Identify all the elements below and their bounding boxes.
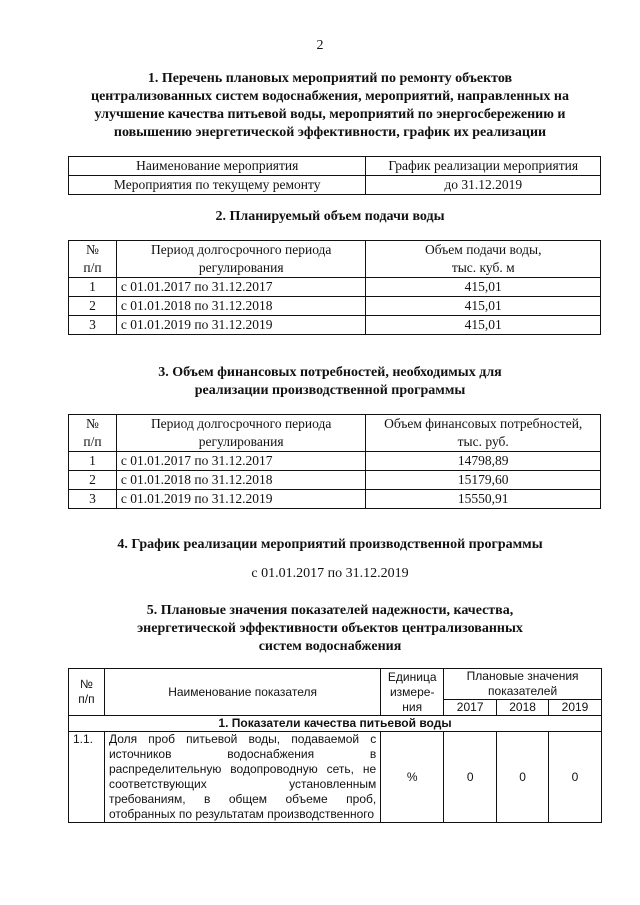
row-period: с 01.01.2018 по 31.12.2018 <box>116 471 366 490</box>
section3-title <box>60 364 600 400</box>
event-schedule: до 31.12.2019 <box>366 176 601 195</box>
header-text: п/п <box>83 434 102 449</box>
table-row <box>69 452 601 471</box>
indicator-text-line: источников водоснабжения в <box>108 747 377 761</box>
table-row <box>69 176 601 195</box>
section1-title-line: 1. Перечень плановых мероприятий по ремонту объектов <box>147 71 513 86</box>
section4-period: с 01.01.2017 по 31.12.2019 <box>251 566 409 581</box>
row-num: 3 <box>69 316 117 335</box>
header-text: Единица <box>387 669 437 684</box>
header-text: Объем финансовых потребностей, <box>384 416 583 431</box>
header-indicator-name: Наименование показателя <box>104 669 380 716</box>
events-table <box>68 156 601 195</box>
header-text: № <box>86 242 99 257</box>
row-period: с 01.01.2019 по 31.12.2019 <box>116 316 366 335</box>
indicator-text-line: требованиям, в общем объеме проб, <box>108 792 377 806</box>
section5-title-line: энергетической эффективности объектов централизованных <box>137 621 523 636</box>
header-year: 2018 <box>497 700 549 716</box>
header-num <box>69 669 105 716</box>
table-row <box>69 732 602 823</box>
table-row <box>69 316 601 335</box>
row-value: 15550,91 <box>366 490 601 509</box>
section5-title-line: 5. Плановые значения показателей надежности, качества, <box>146 603 514 618</box>
row-unit: % <box>381 732 444 823</box>
row-value: 15179,60 <box>366 471 601 490</box>
header-year: 2017 <box>444 700 497 716</box>
event-name: Мероприятия по текущему ремонту <box>69 176 366 195</box>
section5-title <box>60 602 600 656</box>
header-period <box>116 241 366 278</box>
header-num <box>69 241 117 278</box>
table-row <box>69 471 601 490</box>
indicator-text-line: соответствующих установленным <box>108 777 377 791</box>
section1-title-line: улучшение качества питьевой воды, мероприятий по энергосбережению и <box>94 107 566 122</box>
section3-title-line: реализации производственной программы <box>194 383 466 398</box>
header-text: тыс. куб. м <box>451 260 515 275</box>
row-indicator-name <box>104 732 380 823</box>
table-row <box>69 297 601 316</box>
header-text: ния <box>402 699 423 714</box>
table-row <box>69 490 601 509</box>
section5-title-line: систем водоснабжения <box>258 639 402 654</box>
header-text: Период долгосрочного периода <box>150 242 332 257</box>
page-number: 2 <box>316 38 324 53</box>
section1-title-line: централизованных систем водоснабжения, мероприятий, направленных на <box>91 89 569 104</box>
indicator-text-line: распределительную водопроводную сеть, не <box>108 762 377 776</box>
table-header-row <box>69 669 602 700</box>
row-value: 415,01 <box>366 278 601 297</box>
header-text: показателей <box>488 684 558 698</box>
row-num: 3 <box>69 490 117 509</box>
financial-needs-table <box>68 414 601 509</box>
header-text: № <box>80 677 93 691</box>
row-num: 2 <box>69 471 117 490</box>
row-num: 1.1. <box>69 732 105 823</box>
section3-title-line: 3. Объем финансовых потребностей, необходимых для <box>158 365 502 380</box>
indicator-text-line: Доля проб питьевой воды, подаваемой с <box>108 732 377 746</box>
row-period: с 01.01.2018 по 31.12.2018 <box>116 297 366 316</box>
header-text: № <box>86 416 99 431</box>
header-text: п/п <box>83 260 102 275</box>
row-value: 415,01 <box>366 297 601 316</box>
header-text: п/п <box>78 692 95 706</box>
row-value: 14798,89 <box>366 452 601 471</box>
header-year: 2019 <box>549 700 602 716</box>
header-text: измере- <box>389 684 435 699</box>
header-planned-values <box>444 669 602 700</box>
header-schedule: График реализации мероприятия <box>366 157 601 176</box>
header-text: регулирования <box>198 260 284 275</box>
row-num: 2 <box>69 297 117 316</box>
table-header-row <box>69 241 601 278</box>
water-supply-table <box>68 240 601 335</box>
table-group-row <box>69 716 602 732</box>
row-period: с 01.01.2017 по 31.12.2017 <box>116 278 366 297</box>
table-header-row <box>69 415 601 452</box>
header-text: Плановые значения <box>466 669 579 683</box>
header-financial <box>366 415 601 452</box>
indicators-table <box>68 668 602 823</box>
row-period: с 01.01.2017 по 31.12.2017 <box>116 452 366 471</box>
header-text: регулирования <box>198 434 284 449</box>
header-event-name: Наименование мероприятия <box>69 157 366 176</box>
section4-title: 4. График реализации мероприятий производственной программы <box>117 537 543 552</box>
header-num <box>69 415 117 452</box>
table-header-row <box>69 157 601 176</box>
indicator-text-line: отобранных по результатам производственного <box>108 807 375 821</box>
header-period <box>116 415 366 452</box>
row-period: с 01.01.2019 по 31.12.2019 <box>116 490 366 509</box>
row-num: 1 <box>69 278 117 297</box>
header-unit <box>381 669 444 716</box>
header-text: Период долгосрочного периода <box>150 416 332 431</box>
header-volume <box>366 241 601 278</box>
row-value-2019: 0 <box>549 732 602 823</box>
table-row <box>69 278 601 297</box>
row-value: 415,01 <box>366 316 601 335</box>
header-text: Объем подачи воды, <box>425 242 542 257</box>
row-num: 1 <box>69 452 117 471</box>
section2-title: 2. Планируемый объем подачи воды <box>215 209 445 224</box>
section1-title-line: повышению энергетической эффективности, график их реализации <box>113 125 547 140</box>
section1-title <box>60 70 600 142</box>
row-value-2017: 0 <box>444 732 497 823</box>
header-text: тыс. руб. <box>457 434 509 449</box>
row-value-2018: 0 <box>497 732 549 823</box>
group-title: 1. Показатели качества питьевой воды <box>69 716 602 732</box>
